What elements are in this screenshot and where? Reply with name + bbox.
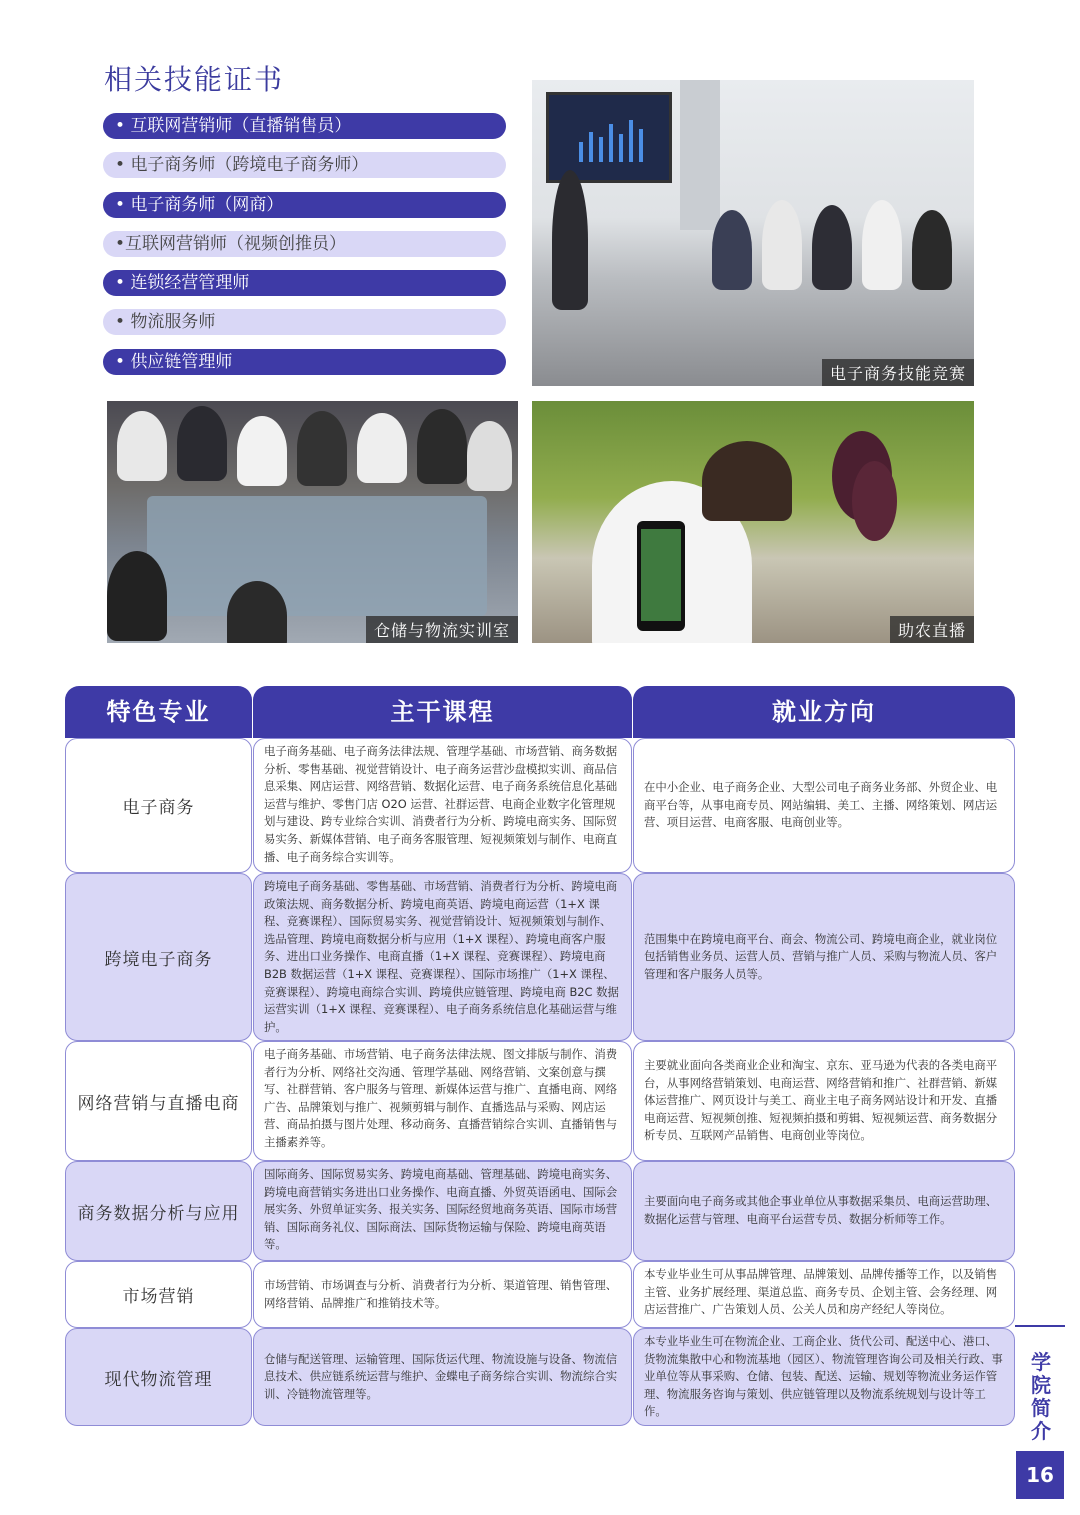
courses-cell bbox=[253, 1328, 632, 1426]
courses-text: 仓储与配送管理、运输管理、国际货运代理、物流设施与设备、物流信息技术、供应链系统运营与维护、金蝶电子商务综合实训、物流综合实训、冷链物流管理等。 bbox=[264, 1351, 618, 1401]
major-cell: 现代物流管理 bbox=[65, 1328, 252, 1426]
certificate-label: 电子商务师（网商） bbox=[130, 194, 284, 215]
courses-text: 市场营销、市场调查与分析、消费者行为分析、渠道管理、销售管理、网络营销、品牌推广和推销技术等。 bbox=[264, 1277, 618, 1310]
phone bbox=[637, 521, 685, 631]
presentation-screen bbox=[546, 92, 672, 183]
jobs-cell bbox=[633, 738, 1015, 873]
courses-cell bbox=[253, 1261, 632, 1328]
table-row bbox=[65, 738, 1015, 873]
jobs-text: 在中小企业、电子商务企业、大型公司电子商务业务部、外贸企业、电商平台等，从事电商专员、网站编辑、美工、主播、网络策划、网店运营、项目运营、电商客服、电商创业等。 bbox=[644, 780, 998, 830]
jobs-cell bbox=[633, 873, 1015, 1041]
certificate-label: 连锁经营管理师 bbox=[130, 273, 250, 294]
certificate-list bbox=[103, 113, 506, 388]
certificate-item: • 电子商务师（跨境电子商务师） bbox=[103, 152, 506, 178]
certificate-item: • 供应链管理师 bbox=[103, 349, 506, 375]
jobs-cell: 本专业毕业生可在物流企业、工商企业、货代公司、配送中心、港口、货物流集散中心和物流基地（园区）、物流管理咨询公司及相关行政、事业单位等从事采购、仓储、包装、配送、运输、规划等物流业务运作管理、物流服务咨询与策划、供应链管理以及物流系统规划与设计等工作。 bbox=[633, 1328, 1015, 1426]
major-cell: 网络营销与直播电商 bbox=[65, 1041, 252, 1161]
photo-caption: 仓储与物流实训室 bbox=[366, 616, 518, 643]
photo-caption: 助农直播 bbox=[890, 616, 974, 643]
certificate-label: 互联网营销师（视频创推员） bbox=[125, 233, 347, 254]
jobs-cell bbox=[633, 1161, 1015, 1261]
certificate-item: • 连锁经营管理师 bbox=[103, 270, 506, 296]
certificate-item: •互联网营销师（视频创推员） bbox=[103, 231, 506, 257]
table-row bbox=[65, 873, 1015, 1041]
courses-cell: 国际商务、国际贸易实务、跨境电商基础、管理基础、跨境电商实务、跨境电商营销实务进出口业务操作、电商直播、外贸英语函电、国际会展实务、外贸单证实务、报关实务、国际经贸地商务英语、国际市场营销、国际商务礼仪、国际商法、国际货物运输与保险、跨境电商英语等。 bbox=[253, 1161, 632, 1261]
courses-cell: 电子商务基础、电子商务法律法规、管理学基础、市场营销、商务数据分析、零售基础、视觉营销设计、电子商务运营沙盘模拟实训、商品信息采集、网店运营、网络营销、数据化运营、电子商务系统信息化基础运营与维护、零售门店 O2O 运营、社群运营、电商企业数字化管理规划与建设、跨专业综合实训、消费者行为分析、跨境电商实务、国际贸易实务、新媒体营销、电子商务客服管理、短视频策划与制作、电商直播、电子商务综合实训等。 bbox=[253, 738, 632, 873]
certificate-label: 供应链管理师 bbox=[130, 351, 233, 372]
major-cell: 电子商务 bbox=[65, 738, 252, 873]
jobs-text: 范围集中在跨境电商平台、商会、物流公司、跨境电商企业，就业岗位包括销售业务员、运营人员、营销与推广人员、采购与物流人员、客户管理和客户服务人员等。 bbox=[644, 931, 998, 981]
courses-cell: 跨境电子商务基础、零售基础、市场营销、消费者行为分析、跨境电商政策法规、商务数据分析、跨境电商英语、跨境电商运营（1+X 课程、竞赛课程）、国际贸易实务、视觉营销设计、短视频策划与制作、选品管理、跨境电商数据分析与应用（1+X 课程）、跨境电商客户服务、进出口业务操作、电商直播（1+X 课程、竞赛课程）、跨境电商 B2B 数据运营（1+X 课程、竞赛课程）、国际市场推广（1+X 课程、竞赛课程）、跨境电商综合实训、跨境供应链管理、跨境电商 B2C 数据运营实训（1+X 课程、竞赛课程）、电子商务系统信息化基础运营与维护。 bbox=[253, 873, 632, 1041]
header-courses: 主干课程 bbox=[253, 686, 632, 738]
courses-cell: 电子商务基础、市场营销、电子商务法律法规、图文排版与制作、消费者行为分析、网络社交沟通、管理学基础、网络营销、文案创意与撰写、社群营销、客户服务与管理、新媒体运营与推广、直播电商、网络广告、品牌策划与推广、视频剪辑与制作、直播选品与采购、网店运营、商品拍摄与图片处理、移动商务、直播营销综合实训、直播销售与主播素养等。 bbox=[253, 1041, 632, 1161]
certificate-label: 互联网营销师（直播销售员） bbox=[130, 116, 352, 136]
header-jobs: 就业方向 bbox=[633, 686, 1015, 738]
major-cell: 跨境电子商务 bbox=[65, 873, 252, 1041]
table-row bbox=[65, 1328, 1015, 1426]
header-major: 特色专业 bbox=[65, 686, 252, 738]
major-cell: 商务数据分析与应用 bbox=[65, 1161, 252, 1261]
competition-photo bbox=[532, 80, 974, 386]
side-divider bbox=[1015, 1325, 1065, 1327]
jobs-cell bbox=[633, 1041, 1015, 1161]
logistics-lab-photo bbox=[107, 401, 518, 643]
certificate-item: • 互联网营销师（直播销售员） bbox=[103, 113, 506, 139]
major-cell: 市场营销 bbox=[65, 1261, 252, 1328]
jobs-cell: 本专业毕业生可从事品牌管理、品牌策划、品牌传播等工作，以及销售主管、业务扩展经理、渠道总监、商务专员、企划主管、会务经理、网店运营推广、广告策划人员、公关人员和房产经纪人等岗位。 bbox=[633, 1261, 1015, 1328]
table-row bbox=[65, 1161, 1015, 1261]
page-number: 16 bbox=[1016, 1451, 1064, 1499]
photo-caption: 电子商务技能竞赛 bbox=[822, 359, 974, 386]
certificate-label: 电子商务师（跨境电子商务师） bbox=[130, 155, 369, 176]
side-label: 学院简介 bbox=[1031, 1350, 1051, 1443]
jobs-text: 主要面向电子商务或其他企事业单位从事数据采集员、电商运营助理、数据化运营与管理、电商平台运营专员、数据分析师等工作。 bbox=[644, 1194, 998, 1226]
jobs-text: 主要就业面向各类商业企业和淘宝、京东、亚马逊为代表的各类电商平台，从事网络营销策划、电商运营、网络营销和推广、社群营销、新媒体运营推广、网页设计与美工、商业主电子商务网站设计和开发、直播电商运营、短视频创推、短视频拍摄和剪辑、短视频运营、商务数据分析专员、互联网产品销售、电商创业等岗位。 bbox=[644, 1058, 998, 1143]
certificate-label: 物流服务师 bbox=[130, 312, 216, 333]
certificate-item: • 电子商务师（网商） bbox=[103, 192, 506, 218]
certificate-item: • 物流服务师 bbox=[103, 309, 506, 335]
table-row bbox=[65, 1041, 1015, 1161]
live-farming-photo bbox=[532, 401, 974, 643]
table-row bbox=[65, 1261, 1015, 1328]
section-title: 相关技能证书 bbox=[104, 63, 285, 96]
